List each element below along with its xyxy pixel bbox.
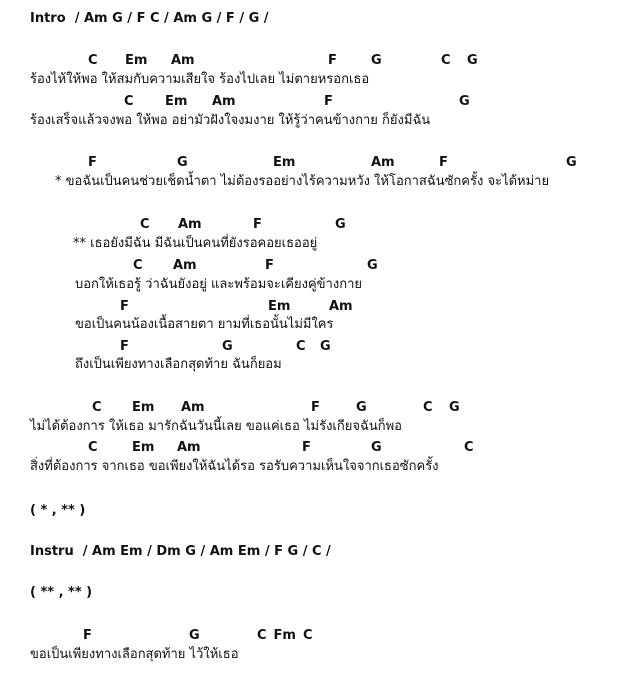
chord-verse1-2-1: C bbox=[124, 94, 134, 109]
chord-verse2-1-3: Am bbox=[181, 400, 205, 415]
lyric-chorus2-1: ** เธอยังมีฉัน มีฉันเป็นคนที่ยังรอคอยเธออยู่ bbox=[73, 236, 318, 251]
chord-verse2-1-1: C bbox=[92, 400, 102, 415]
instrumental-line: Instru / Am Em / Dm G / Am Em / F G / C / bbox=[30, 544, 331, 559]
chord-verse1-2-4: F bbox=[324, 94, 333, 109]
chord-outro-5: C bbox=[302, 628, 313, 643]
chord-verse1-1-7: G bbox=[467, 53, 478, 68]
chord-outro-3: C bbox=[257, 628, 267, 643]
repeat-marker-1: ( * , ** ) bbox=[30, 503, 86, 518]
chord-verse2-2-2: Em bbox=[132, 440, 155, 455]
chord-chorus2-1-3: F bbox=[253, 217, 262, 232]
lyric-outro: ขอเป็นเพียงทางเลือกสุดท้าย ไว้ให้เธอ bbox=[30, 647, 239, 662]
chord-outro-1: F bbox=[83, 628, 92, 643]
lyric-chorus2-4: ถึงเป็นเพียงทางเลือกสุดท้าย ฉันก็ยอม bbox=[75, 357, 282, 372]
chord-chorus2-2-2: Am bbox=[173, 258, 197, 273]
lyric-verse2-2: สิ่งที่ต้องการ จากเธอ ขอเพียงให้ฉันได้รอ รอรับความเห็นใจจากเธอซักครั้ง bbox=[30, 459, 439, 474]
chord-chorus1-6: G bbox=[566, 155, 577, 170]
chord-verse1-1-6: C bbox=[441, 53, 451, 68]
chord-verse1-1-4: F bbox=[328, 53, 337, 68]
chord-outro-4: Fm bbox=[273, 628, 296, 643]
lyric-chorus2-3: ขอเป็นคนน้องเนื้อสายตา ยามที่เธอนั้นไม่มีใคร bbox=[75, 317, 334, 332]
repeat-marker-2: ( ** , ** ) bbox=[30, 585, 93, 600]
lyric-verse1-1: ร้องไห้ให้พอ ให้สมกับความเสียใจ ร้องไปเลย ไม่ตายหรอกเธอ bbox=[30, 72, 370, 87]
chord-verse2-2-1: C bbox=[88, 440, 98, 455]
chord-verse2-1-4: F bbox=[311, 400, 320, 415]
chord-chorus2-3-2: Em bbox=[268, 299, 291, 314]
chord-verse1-1-2: Em bbox=[125, 53, 148, 68]
chord-chorus1-5: F bbox=[439, 155, 448, 170]
chord-chorus1-1: F bbox=[88, 155, 97, 170]
lyric-verse2-1: ไม่ได้ต้องการ ให้เธอ มารักฉันวันนี้เลย ขอแค่เธอ ไม่รังเกียจฉันก็พอ bbox=[30, 419, 402, 434]
lyric-chorus1: * ขอฉันเป็นคนช่วยเช็ดน้ำตา ไม่ต้องรออย่างไร้ความหวัง ให้โอกาสฉันซักครั้ง จะได้หม่าย bbox=[55, 174, 550, 189]
chord-verse1-2-2: Em bbox=[165, 94, 188, 109]
chord-verse2-2-5: G bbox=[371, 440, 382, 455]
intro-line: Intro / Am G / F C / Am G / F / G / bbox=[30, 11, 269, 26]
chord-chorus2-4-4: G bbox=[320, 339, 331, 354]
chord-verse1-1-5: G bbox=[371, 53, 382, 68]
chord-chorus2-1-1: C bbox=[140, 217, 150, 232]
chord-verse2-2-6: C bbox=[464, 440, 474, 455]
chord-chorus1-4: Am bbox=[371, 155, 395, 170]
lyric-chorus2-2: บอกให้เธอรู้ ว่าฉันยังอยู่ และพร้อมจะเคียงคู่ข้างกาย bbox=[75, 277, 362, 292]
chord-chorus2-3-3: Am bbox=[329, 299, 353, 314]
chord-verse1-2-3: Am bbox=[212, 94, 236, 109]
chord-verse2-1-7: G bbox=[449, 400, 460, 415]
lyric-verse1-2: ร้องเสร็จแล้วจงพอ ให้พอ อย่ามัวฝังใจงมงาย ให้รู้ว่าคนข้างกาย ก็ยังมีฉัน bbox=[30, 113, 431, 128]
chord-verse2-1-6: C bbox=[423, 400, 433, 415]
chord-verse1-1-1: C bbox=[88, 53, 98, 68]
chord-chorus2-1-2: Am bbox=[178, 217, 202, 232]
chord-verse2-2-3: Am bbox=[177, 440, 201, 455]
chord-chorus1-2: G bbox=[177, 155, 188, 170]
chord-outro-2: G bbox=[189, 628, 200, 643]
chord-chorus2-4-3: C bbox=[296, 339, 306, 354]
chord-chorus2-4-1: F bbox=[120, 339, 129, 354]
chord-chorus2-3-1: F bbox=[120, 299, 129, 314]
chord-verse1-2-5: G bbox=[459, 94, 470, 109]
chord-verse2-2-4: F bbox=[302, 440, 311, 455]
chord-chorus2-2-4: G bbox=[367, 258, 378, 273]
chord-chorus1-3: Em bbox=[273, 155, 296, 170]
chord-chorus2-2-3: F bbox=[265, 258, 274, 273]
chord-chorus2-1-4: G bbox=[335, 217, 346, 232]
chord-chorus2-4-2: G bbox=[222, 339, 233, 354]
chord-verse2-1-2: Em bbox=[132, 400, 155, 415]
chord-verse1-1-3: Am bbox=[171, 53, 195, 68]
chord-verse2-1-5: G bbox=[356, 400, 367, 415]
chord-chorus2-2-1: C bbox=[133, 258, 143, 273]
